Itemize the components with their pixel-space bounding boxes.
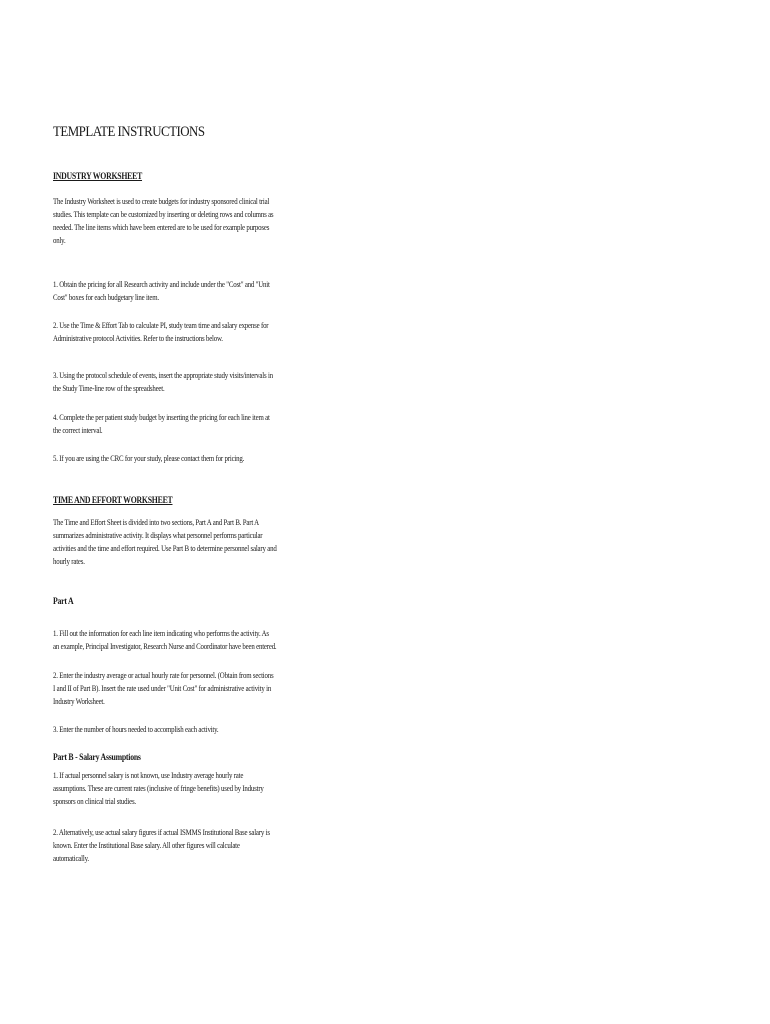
part-b-step-1: 1. If actual personnel salary is not known, use Industry average hourly rate assumptions. These are current rates (inclusive of fringe benefits) used by Industry sponsors on clinical trial studies. [53,770,264,806]
part-a-heading: Part A [53,597,74,607]
industry-worksheet-heading: INDUSTRY WORKSHEET [53,172,143,182]
industry-worksheet-intro: The Industry Worksheet is used to create budgets for industry sponsored clinical trial studies. This template can be customized by inserting or deleting rows and columns as needed. The line items which have been entered are to be used for example purposes only. [53,196,274,245]
part-a-step-1: 1. Fill out the information for each line item indicating who performs the activity. As an example, Principal Investigator, Research Nurse and Coordinator have been entered. [53,628,277,651]
part-b-step-2: 2. Alternatively, use actual salary figures if actual ISMMS Institutional Base salary is known. Enter the Institutional Base salary. All other figures will calculate automatically. [53,827,270,863]
industry-step-5: 5. If you are using the CRC for your study, please contact them for pricing. [53,453,245,463]
time-effort-heading: TIME AND EFFORT WORKSHEET [53,496,173,506]
industry-step-3: 3. Using the protocol schedule of events, insert the appropriate study visits/intervals in the Study Time-line row of the spreadsheet. [53,370,273,393]
industry-step-4: 4. Complete the per patient study budget by inserting the pricing for each line item at the correct interval. [53,412,270,435]
part-a-step-2: 2. Enter the industry average or actual hourly rate for personnel. (Obtain from sections I and II of Part B). Insert the rate used under "Unit Cost" for administrative activity in Industry Worksheet. [53,670,274,706]
part-a-step-3: 3. Enter the number of hours needed to accomplish each activity. [53,724,219,734]
part-b-heading: Part B - Salary Assumptions [53,753,141,763]
industry-step-2: 2. Use the Time & Effort Tab to calculate PI, study team time and salary expense for Administrative protocol Activities. Refer to the instructions below. [53,320,269,343]
page-title: TEMPLATE INSTRUCTIONS [53,124,205,140]
industry-step-1: 1. Obtain the pricing for all Research activity and include under the "Cost" and "Unit Cost" boxes for each budgetary line item. [53,279,270,302]
time-effort-intro: The Time and Effort Sheet is divided into two sections, Part A and Part B. Part A summarizes administrative activity. It displays what personnel performs particular activities and the time and effort required. Use Part B to determine personnel salary and hourly rates. [53,517,277,566]
